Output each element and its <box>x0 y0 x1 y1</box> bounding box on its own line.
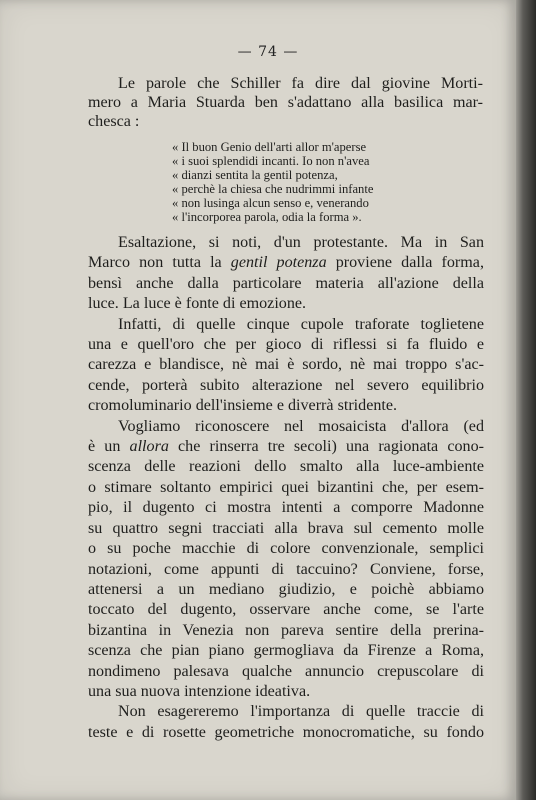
text-line <box>88 253 484 273</box>
text-line: pio, il dugento ci mostra intenti a comporre Madonne <box>88 499 484 517</box>
text-line: carezza e blandisce, nè mai è sordo, nè mai troppo s'ac- <box>88 356 484 374</box>
text-line: notazioni, come appunti di taccuino? Conviene, forse, <box>88 560 484 578</box>
text-line: una e quell'oro che per gioco di riflessi si fa fluido e <box>88 336 484 354</box>
page-edge <box>516 0 536 800</box>
italic-phrase: gentil potenza <box>230 254 327 272</box>
intro-line: mero a Maria Stuarda ben s'adattano alla basilica mar- <box>88 94 483 112</box>
paragraph <box>88 702 484 743</box>
paragraph <box>88 315 484 417</box>
verse-quotation <box>172 141 373 224</box>
verse-line: « Il buon Genio dell'arti allor m'aperse <box>172 140 367 154</box>
text-line: teste e di rosette geometriche monocromatiche, su fondo <box>88 723 484 741</box>
text-line: bizantina in Venezia non pareva sentire della prerina- <box>88 621 484 639</box>
italic-phrase: allora <box>129 438 169 456</box>
intro-paragraph <box>88 74 483 132</box>
text-line: o stimare soltanto empirici quei bizantini che, per esem- <box>88 478 484 496</box>
paragraph <box>88 233 484 315</box>
text-segment: Marco non tutta la <box>88 254 231 272</box>
body-text <box>88 233 484 743</box>
text-segment: proviene dalla forma, <box>326 254 484 272</box>
verse-line: « perchè la chiesa che nudrimmi infante <box>172 181 374 196</box>
verse-line: « dianzi sentita la gentil potenza, <box>172 167 338 182</box>
text-line: o su poche macchie di colore convenzionale, semplici <box>88 540 484 558</box>
text-line: scenza che pian piano germogliava da Firenze a Roma, <box>88 642 484 660</box>
page-number: — 74 — <box>237 44 299 60</box>
text-line: Non esagereremo l'importanza di quelle traccie di <box>118 703 484 721</box>
verse-line: « non lusinga alcun senso e, venerando <box>172 195 369 210</box>
text-line: toccato del dugento, osservare anche come, se l'arte <box>88 601 484 619</box>
text-line: bensì anche dalla particolare materia all'azione della <box>88 274 484 292</box>
text-line: scenza delle reazioni dello smalto alla luce-ambiente <box>88 458 484 476</box>
text-line: nondimeno palesava qualche annuncio crepuscolare di <box>88 662 484 680</box>
text-line: cende, porterà subito alterazione nel severo equilibrio <box>88 376 484 394</box>
text-line: attenersi a un mediano giudizio, e poichè abbiamo <box>88 580 484 598</box>
intro-line: chesca : <box>88 113 140 131</box>
text-line: su quattro segni tracciati alla brava sul cemento molle <box>88 519 484 537</box>
verse-line: « l'incorporea parola, odia la forma ». <box>172 209 362 224</box>
intro-line: Le parole che Schiller fa dire dal giovine Morti- <box>118 75 483 92</box>
text-segment: è un <box>88 438 130 456</box>
text-line: Vogliamo riconoscere nel mosaicista d'allora (ed <box>118 417 484 435</box>
text-segment: che rinserra tre secoli) una ragionata cono- <box>168 438 484 456</box>
text-line: cromoluminario dell'insieme e diverrà stridente. <box>88 397 398 415</box>
text-line: Esaltazione, si noti, d'un protestante. Ma in San <box>118 234 484 251</box>
text-line: una sua nuova intenzione ideativa. <box>88 682 311 700</box>
text-line: Infatti, di quelle cinque cupole traforate toglietene <box>118 315 484 333</box>
paragraph <box>88 417 484 703</box>
verse-line: « i suoi splendidi incanti. Io non n'avea <box>172 153 370 168</box>
text-line: luce. La luce è fonte di emozione. <box>88 295 307 313</box>
text-line <box>88 437 484 457</box>
